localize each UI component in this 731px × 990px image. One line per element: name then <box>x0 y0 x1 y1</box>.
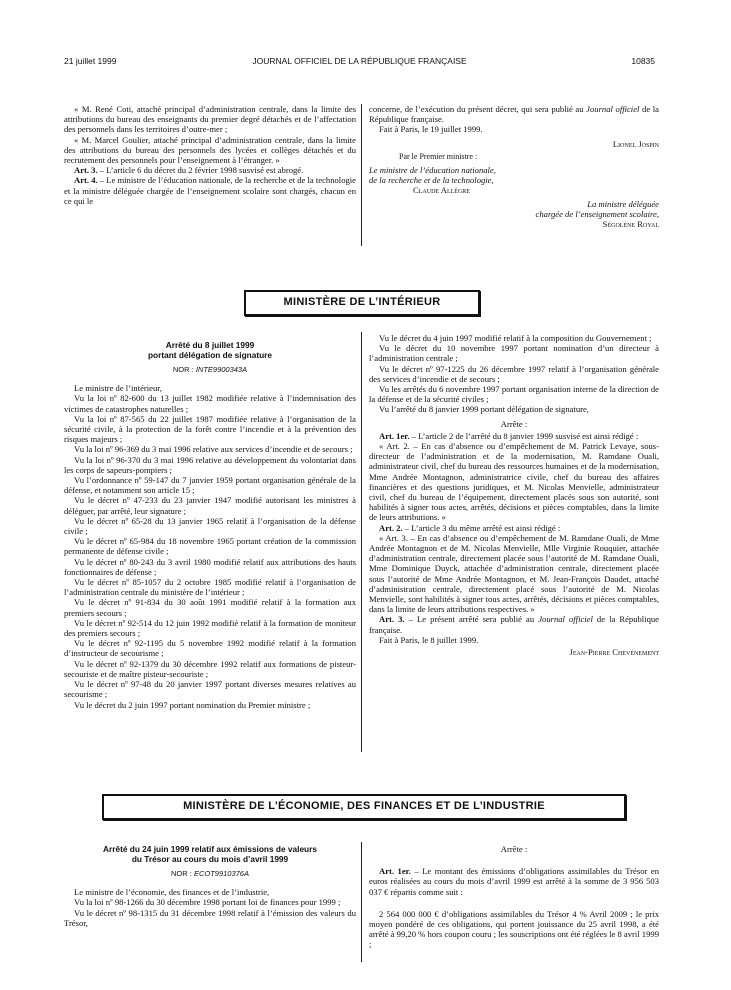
visa-paragraph: Le ministre de l’intérieur, <box>74 383 162 394</box>
done-at: Fait à Paris, le 8 juillet 1999. <box>379 634 479 645</box>
visa-paragraph: Vu le décret nº 65-984 du 18 novembre 1965 portant création de la commission permanente de défense civile ; <box>64 536 356 557</box>
visas-list <box>369 333 659 415</box>
quoted-article: « Art. 2. – En cas d’absence ou d’empêchement de M. Patrick Levaye, sous-directeur de l’administration et de la modernisation, M. Ramdane Ouali, administrateur civil, chef du bureau des ressources humaines et de la modernisation, Mme Andrée Montagnon, administratrice civile, chef du bureau des affaires financières et des questions juridiques, et M. Nicolas Menvielle, administrateur civil, chef du bureau de l’équipement, directement placés sous son autorité, sont habilités à signer tous actes, arrêtés, décisions et pièces comptables, dans la limite de leurs attributions. » <box>369 441 659 523</box>
paragraph: concerne, de l’exécution du présent décret, qui sera publié au Journal officiel de la République française. <box>369 104 659 125</box>
visa-paragraph: Vu le décret nº 47-233 du 23 janvier 1947 modifié autorisant les ministres à déléguer, par arrêté, leur signature ; <box>64 495 356 516</box>
visa-paragraph: Vu le décret nº 85-1057 du 2 octobre 1985 modifié relatif à l’organisation de l’administration centrale du ministère de l’intérieur ; <box>64 577 356 598</box>
visa-paragraph: Vu le décret nº 97-1225 du 26 décembre 1997 relatif à l’organisation générale des services d’incendie et de secours ; <box>369 363 659 384</box>
visa-paragraph: Vu le décret nº 92-1195 du 5 novembre 1992 modifié relatif à la formation d’instructeur de secourisme ; <box>64 638 356 659</box>
article-paragraph: Art. 4. – Le ministre de l’éducation nationale, de la recherche et de la technologie et la ministre déléguée chargée de l’enseignement scolaire sont chargés, chacun en ce qui le <box>64 175 356 206</box>
article-paragraph: Art. 1er. – Le montant des émissions d’obligations assimilables du Trésor en euros réalisées au cours du mois d’avril 1999 est arrêté à la somme de 3 956 503 037 € répartis comme suit : <box>369 866 659 897</box>
visa-paragraph: Vu l’ordonnance nº 59-147 du 7 janvier 1959 portant organisation générale de la défense, et notamment son article 15 ; <box>64 475 356 496</box>
economie-left-column <box>64 844 356 928</box>
by-premier-ministre: Par le Premier ministre : <box>399 151 478 161</box>
amount-paragraph: 2 564 000 000 € d’obligations assimilables du Trésor 4 % Avril 2009 ; le prix moyen pondéré de ces obligations, qui portent jouissance du 25 avril 1998, a été arrêté à 99,20 % hors coupon couru ; les souscriptions ont été réglées le 8 avril 1999 ; <box>369 908 659 950</box>
nor-reference: NOR : ECOT9910376A <box>171 869 249 878</box>
column-divider <box>361 842 362 962</box>
signature: Jean-Pierre Chevènement <box>569 647 659 658</box>
interieur-right-column <box>369 333 659 657</box>
article-paragraph: Art. 1er. – L’article 2 de l’arrêté du 8 janvier 1999 susvisé est ainsi rédigé : <box>379 430 639 441</box>
nor-reference: NOR : INTE9900343A <box>172 365 248 374</box>
visa-paragraph: Vu le décret nº 92-514 du 12 juin 1992 modifié relatif à la formation de moniteur des premiers secours ; <box>64 617 356 639</box>
visa-paragraph: Vu le décret du 2 juin 1997 portant nomination du Premier ministre ; <box>74 699 311 710</box>
visa-paragraph: Vu le décret nº 98-1315 du 31 décembre 1998 relatif à l’émission des valeurs du Trésor, <box>64 907 356 928</box>
running-header <box>64 56 655 70</box>
signature: Claude Allègre <box>413 185 470 196</box>
header-date: 21 juillet 1999 <box>64 56 117 66</box>
article-paragraph: Art. 3. – L’article 6 du décret du 2 février 1998 susvisé est abrogé. <box>74 165 304 176</box>
visas-list <box>64 887 356 928</box>
ministry-banner: MINISTÈRE DE L’INTÉRIEUR <box>244 290 480 316</box>
signature: Ségolène Royal <box>602 219 659 230</box>
visa-paragraph: Vu le décret nº 92-1379 du 30 décembre 1992 relatif aux formations de pisteur-secouriste et de maître pisteur-secouriste ; <box>64 658 356 679</box>
visa-paragraph: Vu la loi nº 87-565 du 22 juillet 1987 modifiée relative à l’organisation de la sécurité civile, à la protection de la forêt contre l’incendie et à la prévention des risques majeurs ; <box>64 413 356 445</box>
visa-paragraph: Vu l’arrêté du 8 janvier 1999 portant délégation de signature, <box>379 404 589 415</box>
arrete-heading: Arrête : <box>500 418 528 429</box>
top-right-column <box>369 104 659 229</box>
column-divider <box>361 332 362 752</box>
signature: Lionel Jospin <box>612 138 659 149</box>
ministry-banner: MINISTÈRE DE L’ÉCONOMIE, DES FINANCES ET DE L’INDUSTRIE <box>102 794 626 820</box>
top-left-column <box>64 104 356 206</box>
column-divider <box>361 104 362 246</box>
visa-paragraph: Vu la loi nº 82-600 du 13 juillet 1982 modifiée relative à l’indemnisation des victimes de catastrophes naturelles ; <box>64 393 356 414</box>
visa-paragraph: Vu la loi nº 96-370 du 3 mai 1996 relative au développement du volontariat dans les corps de sapeurs-pompiers ; <box>64 454 356 475</box>
visa-paragraph: Le ministre de l’économie, des finances et de l’industrie, <box>74 887 270 898</box>
visa-paragraph: Vu la loi nº 96-369 du 3 mai 1996 relative aux services d’incendie et de secours ; <box>74 444 353 455</box>
minister-block: La ministre déléguée chargée de l’enseignement scolaire, Ségolène Royal <box>369 199 659 230</box>
visa-paragraph: Vu la loi nº 98-1266 du 30 décembre 1998 portant loi de finances pour 1999 ; <box>74 897 341 908</box>
visas-list <box>64 383 356 710</box>
visa-paragraph: Vu le décret nº 97-48 du 20 janvier 1997 portant diverses mesures relatives au secourisme ; <box>64 679 356 700</box>
article-label: Art. 3. <box>74 165 98 176</box>
paragraph: « M. Marcel Goulier, attaché principal d’administration centrale, dans la limite des attributions du bureau des personnels des lycées et collèges détachés et du recrutement des personnels pour l’enseignement à l’étranger. » <box>64 134 356 166</box>
visa-paragraph: Vu le décret nº 80-243 du 3 avril 1980 modifié relatif aux attributions des hauts fonctionnaires de défense ; <box>64 556 356 577</box>
header-journal-title: JOURNAL OFFICIEL DE LA RÉPUBLIQUE FRANÇAISE <box>252 56 467 66</box>
minister-block: Le ministre de l’éducation nationale, de la recherche et de la technologie, Claude Allègre <box>369 165 659 196</box>
article-label: Art. 4. <box>74 175 98 186</box>
paragraph: « M. René Coti, attaché principal d’administration centrale, dans la limite des attributions du bureau des enseignants du premier degré détachés et de l’affectation des personnels dans les territoires d’outre-mer ; <box>64 104 356 135</box>
article-paragraph: Art. 3. – Le présent arrêté sera publié au Journal officiel de la République française. <box>369 614 659 635</box>
interieur-left-column <box>64 340 356 710</box>
header-page-number: 10835 <box>631 56 655 66</box>
visa-paragraph: Vu les arrêtés du 6 novembre 1997 portant organisation interne de la direction de la défense et de la sécurité civiles ; <box>369 384 659 405</box>
economie-right-column <box>369 844 659 950</box>
article-paragraph: Art. 2. – L’article 3 du même arrêté est ainsi rédigé : <box>379 522 561 533</box>
visa-paragraph: Vu le décret nº 91-834 du 30 août 1991 modifié relatif à la formation aux premiers secours ; <box>64 597 356 618</box>
arrete-heading: Arrête : <box>500 844 528 854</box>
quoted-article: « Art. 3. – En cas d’absence ou d’empêchement de M. Ramdane Ouali, de Mme Andrée Montagnon et de M. Nicolas Menvielle, Mlle Virginie Rouquier, attachée d’administration centrale, directement placée sous l’autorité de M. Ramdane Ouali, Mme Dominique Duyck, attachée d’administration centrale, directement placée sous l’autorité de Mme Andrée Montagnon, et M. Jean-François Daudet, attaché d’administration centrale, directement placé sous l’autorité de M. Nicolas Menvielle, sont habilités à signer tous actes, arrêtés, décisions et pièces comptables, dans la limite de leurs attributions respectives. » <box>369 532 659 615</box>
visa-paragraph: Vu le décret du 4 juin 1997 modifié relatif à la composition du Gouvernement ; <box>379 333 652 343</box>
arrete-title: Arrêté du 24 juin 1999 relatif aux émissions de valeurs du Trésor au cours du mois d’avril 1999 <box>103 844 317 864</box>
done-at: Fait à Paris, le 19 juillet 1999. <box>379 124 483 135</box>
visa-paragraph: Vu le décret nº 65-28 du 13 janvier 1965 relatif à l’organisation de la défense civile ; <box>64 515 356 537</box>
visa-paragraph: Vu le décret du 10 novembre 1997 portant nomination d’un directeur à l’administration centrale ; <box>369 343 659 364</box>
arrete-title: Arrêté du 8 juillet 1999 portant délégation de signature <box>147 340 272 360</box>
